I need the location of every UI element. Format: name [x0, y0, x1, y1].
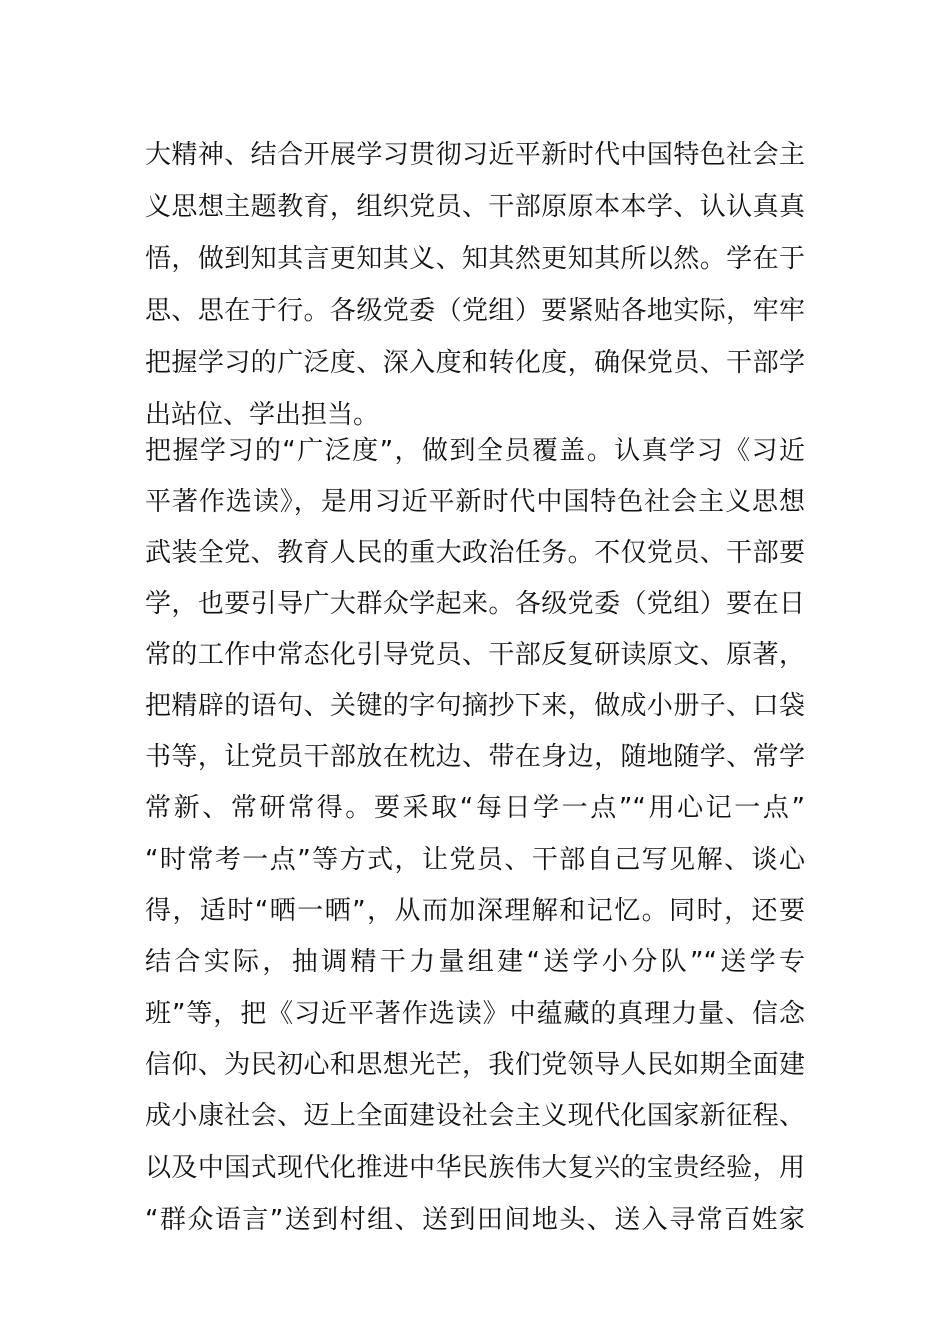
text-line: “群众语言”送到村组、送到田间地头、送入寻常百姓家 [145, 1205, 805, 1235]
text-line: 出站位、学出担当。 [145, 400, 380, 430]
text-line: 得，适时“晒一晒”，从而加深理解和记忆。同时，还要 [145, 896, 805, 926]
text-line: 成小康社会、迈上全面建设社会主义现代化国家新征程、 [145, 1101, 805, 1131]
text-line: 思、思在于行。各级党委（党组）要紧贴各地实际，牢牢 [145, 296, 805, 326]
text-line: 信仰、为民初心和思想光芒，我们党领导人民如期全面建 [145, 1050, 805, 1080]
text-line: 常新、常研常得。要采取“每日学一点”“用心记一点” [145, 793, 805, 823]
text-line: 悟，做到知其言更知其义、知其然更知其所以然。学在于 [145, 244, 805, 274]
text-line: 学，也要引导广大群众学起来。各级党委（党组）要在日 [145, 589, 805, 619]
text-line: 把握学习的“广泛度”，做到全员覆盖。认真学习《习近 [145, 436, 805, 466]
text-line: 平著作选读》，是用习近平新时代中国特色社会主义思想 [145, 487, 805, 517]
text-line: “时常考一点”等方式，让党员、干部自己写见解、谈心 [145, 845, 805, 875]
text-line: 结合实际，抽调精干力量组建“送学小分队”“送学专 [145, 947, 805, 977]
text-line: 武装全党、教育人民的重大政治任务。不仅党员、干部要 [145, 538, 805, 568]
text-line: 班”等，把《习近平著作选读》中蕴藏的真理力量、信念 [145, 999, 805, 1029]
text-line: 把握学习的广泛度、深入度和转化度，确保党员、干部学 [145, 348, 805, 378]
text-line: 常的工作中常态化引导党员、干部反复研读原文、原著， [145, 640, 805, 670]
text-line: 以及中国式现代化推进中华民族伟大复兴的宝贵经验，用 [145, 1153, 805, 1183]
text-line: 大精神、结合开展学习贯彻习近平新时代中国特色社会主 [145, 140, 805, 170]
text-line: 书等，让党员干部放在枕边、带在身边，随地随学、常学 [145, 742, 805, 772]
text-line: 把精辟的语句、关键的字句摘抄下来，做成小册子、口袋 [145, 691, 805, 721]
text-line: 义思想主题教育，组织党员、干部原原本本学、认认真真 [145, 192, 805, 222]
